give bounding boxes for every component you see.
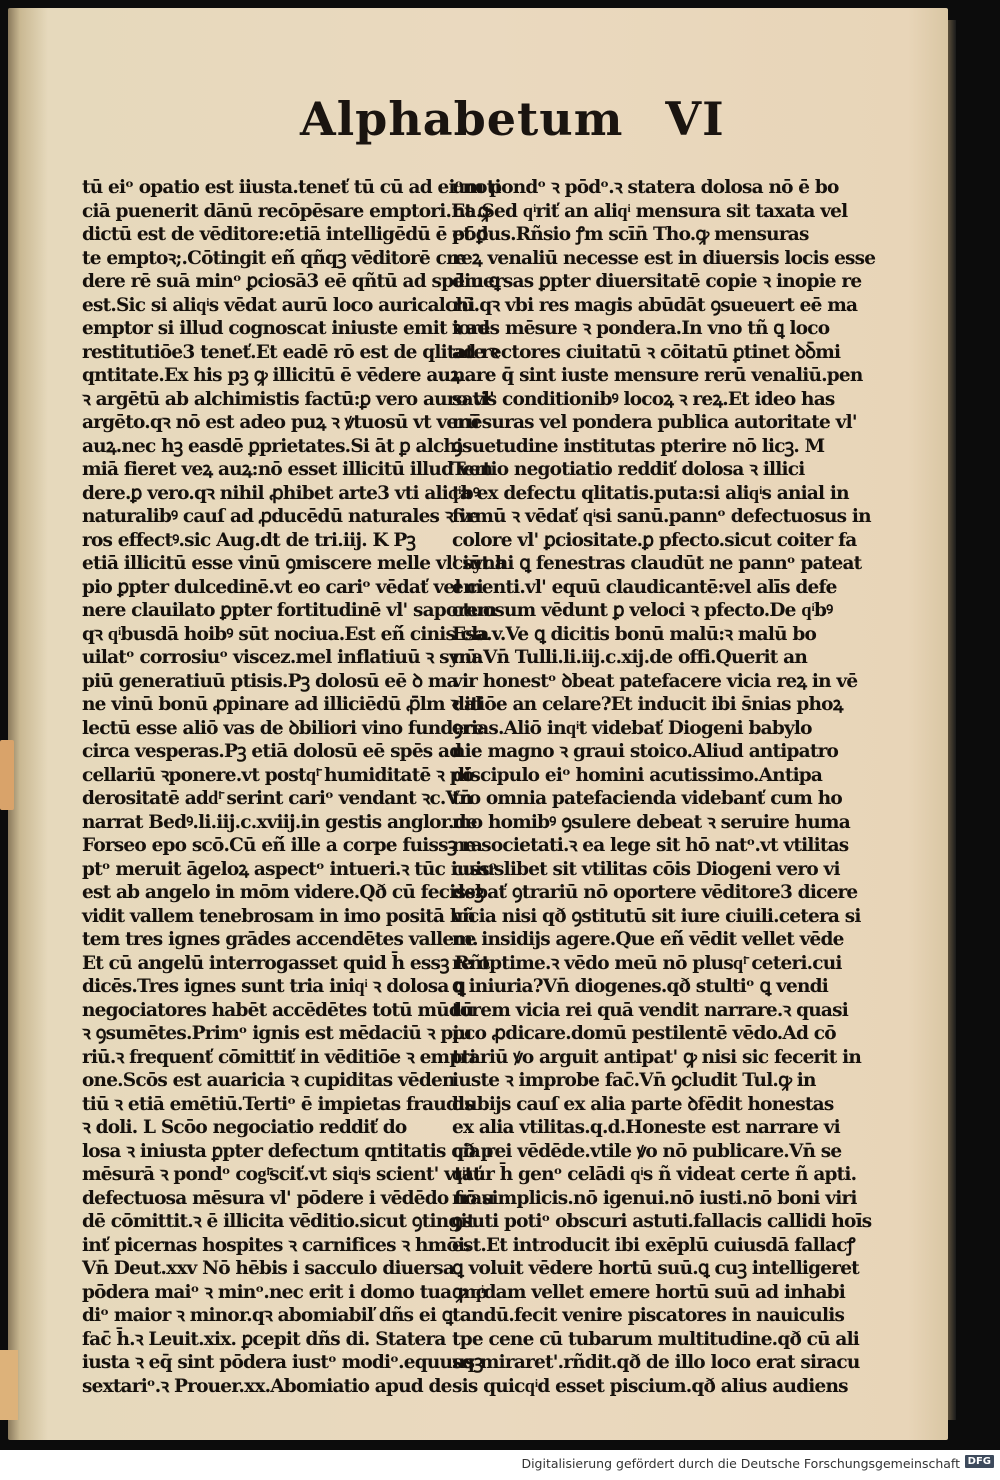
text-line: ementi.vl' equū claudicantē:vel alīs defe [452,576,837,598]
text-line: te emptoꝛ;.Cōtingit eñ́ qñqꝫ vēditorē cre [82,247,466,269]
text-line: nū.Vn̄ Tulli.li.iij.c.xij.de offi.Querit an [452,647,808,668]
text-line: ad rectores ciuitatū ꝛ cōitatū ꝑtinet ꝺꝺ̄mi [452,341,841,363]
text-line: ciūt hi ꝗ fenestras claudūt ne pannᵒ pateat [452,553,862,574]
text-line: sextariᵒ.ꝛ Prouer.xx.Abomiatio apud de [82,1375,452,1397]
text-line: one.Scōs est auaricia ꝛ cupiditas vēden [82,1070,455,1091]
text-line: tū eiᵒ opatio est iiusta.teneť tū cū ad eiᵒnoti [82,177,501,198]
text-line: narrat Bedꝰ.li.iij.c.xviij.in gestis anglor.de [82,811,477,833]
text-line: tpe cene cū tubarum multitudine.qð cū ali [452,1328,860,1350]
text-line: ꝯsuetudine institutas pterire nō licꝫ. M [452,435,825,457]
text-line: satis conditionibꝰ locoꝝ ꝛ reꝝ.Et ideo has [452,388,835,410]
text-line: sis quicqͥd esset piscium.qð alius audiens [452,1375,848,1397]
footer-bar [0,1450,1000,1480]
text-line: dictū est de vēditore:etiā intelligēdū ē et ꝑ [82,224,488,245]
dfg-logo: DFG [965,1455,994,1468]
text-line: emptor si illud cognoscat iniuste emit ꝛ ad [82,318,490,339]
text-line: cellariū ꝛponere.vt postqͥ̄ humiditatē ꝛ pō [82,764,474,786]
text-line: ciā puenerit dānū recōpēsare emptori.Et ꝙ [82,200,491,222]
text-line: diᵒ maior ꝛ minor.qꝛ abomiabiľ dñs ei ꝗ [82,1305,453,1326]
bookmark-tab-bottom [0,1350,18,1420]
text-line: tiū ꝛ etiā emētiū.Tertiᵒ ē impietas fraudis [82,1093,474,1115]
text-line: mēsuras vel pondera publica autoritate vl' [452,412,857,433]
right-text-column [452,176,876,1398]
text-line: circa vesperas.Pꝫ etiā dolosū eē spēs ad [82,741,462,762]
text-line: miā fieret veꝝ auꝝ:nō esset illicitū illud ven [82,459,493,480]
text-line: cia rei vēdēde.vtile ꝟo nō publicare.Vn̄ se [452,1140,842,1162]
text-line: ꝗ iniuria?Vn̄ diogenes.qð stultiᵒ ꝗ vendi [452,976,829,997]
text-line: Esa.v.Ve ꝗ dicitis bonū malū:ꝛ malū bo [452,623,817,645]
text-line: nere clauilato ꝑpter fortitudinē vl' saporem [82,600,497,621]
text-line: firmū ꝛ vēdať qͥsi sanū.pannᵒ defectuosus in [452,506,871,527]
text-line: rū.qꝛ vbi res magis abūdāt ꝯsueuert eē ma [452,294,858,316]
text-line: negociatores habēt accēdētes totū mūdū [82,999,474,1021]
text-line: uilatᵒ corrosiuᵒ viscez.mel inflatiuū ꝛ syna [82,647,483,668]
text-line: ta ex defectu qlitatis.puta:si aliqͥs anial in [452,482,849,504]
text-line: etiā illicitū esse vinū ꝯmiscere melle vl' syna [82,553,506,574]
text-line: ꝛ ꝯsumētes.Primᵒ ignis est mēdaciū ꝛ piu [82,1023,472,1044]
text-line: trariū ꝟo arguit antipat' ꝙ nisi sic fecerit in [452,1046,861,1068]
text-line: cuiuslibet sit vtilitas cōis Diogeni vero vi [452,858,840,880]
text-line: est ab angelo in mōm videre.Qð cū fecissꝫ [82,882,484,903]
text-line: tro omnia patefacienda videbanť cum ho [452,788,842,809]
text-line: pōdera maiᵒ ꝛ minᵒ.nec erit i domo tua mo [82,1281,488,1303]
text-line: qͥtur h̄ genᵒ celādi qͥs ñ videat certe ñ apti. [452,1164,857,1185]
text-line: dere.ꝑ vero.qꝛ nihil ꝓhibet arte3 vti aliqͥbꝰ [82,482,480,504]
text-line: restitutiōe3 teneť.Et eadē rō est de qlitate ꝛ [82,341,499,363]
text-line: reꝝ venaliū necesse est in diuersis locis esse [452,247,876,269]
text-line: Et cū angelū interrogasset quid h̄ essꝫ Rñt [82,952,490,974]
text-line: iores mēsure ꝛ pondera.In vno tñ ꝗ loco [452,318,830,339]
text-line: torem vicia rei quā vendit narrare.ꝛ quasi [452,999,848,1021]
bookmark-tab [0,740,14,810]
text-line: ꝛ argētū ab alchimistis factū:ꝑ vero auro vl' [82,388,494,410]
text-line: mo homibꝰ ꝯsulere debeat ꝛ seruire huma [452,811,850,833]
text-line: nō simplicis.nō igenui.nō iusti.nō boni viri [452,1187,857,1209]
text-line: colore vl' ꝑciositate.ꝑ pfecto.sicut coiter fa [452,529,857,551]
text-line: ctuosum vēdunt ꝑ veloci ꝛ pfecto.De qͥbꝰ [452,600,833,621]
text-line: piū generatiuū ptisis.Pꝫ dolosū eē ꝺ ma [82,670,458,692]
text-line: na.Sed qͥriť an aliqͥ mensura sit taxata vel [452,200,848,222]
text-line: nare q̄ sint iuste mensure rerū venaliū.pen [452,365,863,386]
running-header [300,92,725,146]
text-line: ꝯsuti potiᵒ obscuri astuti.fallacis callidi hoīs [452,1211,872,1232]
text-line: ptᵒ meruit āgeloꝝ aspectᵒ intueri.ꝛ tūc iussᵒ [82,858,497,880]
text-line: ꝗ voluit vēdere hortū suū.ꝗ cuꝫ intelligeret [452,1258,859,1279]
text-line: est.Et introducit ibi exēplū cuiusdā fallacꝭ [452,1234,855,1256]
text-line: nie magno ꝛ graui stoico.Aliud antipatro [452,741,839,762]
text-line: defectuosa mēsura vl' pōdere i vēdēdo frau [82,1187,495,1209]
text-line: dē cōmittit.ꝛ ē illicita vēditio.sicut ꝯtingit [82,1211,475,1232]
text-line: riū.ꝛ frequenť cōmittiť in vēditiōe ꝛ empti [82,1046,476,1068]
text-line: pco ꝓdicare.domū pestilentē vēdo.Ad cō [452,1023,836,1044]
text-line: Forseo epo scō.Cū eñ́ ille a corpe fuissꝫ ra [82,835,483,856]
text-line: ne insidijs agere.Que eñ́ vēdit vellet vēde [452,929,844,950]
text-line: qꝛ qͥbusdā hoibꝰ sūt nociua.Est eñ́ cinis cla [82,623,489,645]
folio-number: VI [665,92,725,146]
text-line: naturalibꝰ cauſ ad ꝓducēdū naturales ꝛ ve [82,506,480,527]
text-line: pio ꝑpter dulcedinē.vt eo cariᵒ vēdať vel ci [82,576,483,598]
text-line: diuersas ꝑpter diuersitatē copie ꝛ inopie re [452,271,862,292]
text-line: ditiōe an celare?Et inducit ibi s̄nias phoꝝ [452,694,843,715]
text-line: Vn̄ Deut.xxv Nō hēbis i sacculo diuersa [82,1258,455,1279]
text-line: um pondᵒ ꝛ pōdᵒ.ꝛ statera dolosa nō ē bo [452,177,839,198]
text-line: tandū.fecit venire piscatores in nauiculis [452,1305,845,1326]
text-line: dicēs.Tres ignes sunt tria iniqͥ ꝛ dolosa ꝗ [82,976,465,997]
text-line: vidit vallem tenebrosam in imo positā hñ [82,905,476,927]
text-line: inť picernas hospites ꝛ carnifices ꝛ hmōi. [82,1234,470,1256]
text-line: pōdus.Rñsio ꝭm scīn̄ Tho.ꝙ mensuras [452,224,809,245]
text-line: Tertio negotiatio reddiť dolosa ꝛ illici [452,459,805,480]
left-text-column [82,176,506,1398]
text-line: ꝯrias.Aliō inqͥt videbať Diogeni babylo [452,717,812,739]
text-line: re optime.ꝛ vēdo meū nō plusqͥ̄ ceteri.cui [452,952,842,974]
text-line: fac̄ h̄.ꝛ Leuit.xix. ꝑcepit dñs di. Statera [82,1328,446,1350]
text-line: auꝝ.nec hꝫ easdē ꝑprietates.Si āt ꝑ alchi [82,435,463,457]
text-line: vir honestᵒ ꝺbeat patefacere vicia reꝝ in vē [452,670,858,692]
text-line: discipulo eiᵒ homini acutissimo.Antipa [452,764,823,786]
header-title: Alphabetum [300,92,624,146]
text-line: tem tres ignes grādes accendētes vallem. [82,929,478,950]
text-line: ros effectꝰ.sic Aug.dt de tri.iij. K Pꝫ [82,529,416,551]
text-line: vicia nisi qð ꝯstitutū sit iure ciuili.cetera si [452,905,861,927]
page-edge [948,20,956,1420]
text-line: losa ꝛ iniusta ꝑpter defectum qntitatis qð p [82,1140,493,1162]
text-line: ꝛ doli. L Scōo negociatio reddiť do [82,1117,407,1138]
text-line: lectū esse aliō vas de ꝺbiliori vino fundere [82,717,484,739]
text-line: iusta ꝛ eq̄ sint pōdera iustᵒ modiᵒ.equusqꝫ [82,1352,483,1373]
text-line: argēto.qꝛ nō est adeo puꝝ ꝛ ꝟtuosū vt verū [82,412,479,433]
text-line: ne vinū bonū ꝓpinare ad illiciēdū ꝓ̄lm ꝛ al [82,694,482,715]
text-line: dere rē suā minᵒ ꝑciosā3 eē qñtū ad spēm ꝗ [82,271,500,292]
text-line: qntitate.Ex his pꝫ ꝙ illicitū ē vēdere auꝝ [82,365,461,386]
text-line: dubijs cauſ ex alia parte ꝺfēdit honestas [452,1093,834,1115]
text-line: ex alia vtilitas.q.d.Honeste est narrare vi [452,1117,840,1138]
text-line: derositatē addͥ̄ serint cariᵒ vendant ꝛc.Vn̄ [82,788,472,809]
text-line: ꝙ qͥdam vellet emere hortū suū ad inhabi [452,1281,846,1303]
text-line: ne societati.ꝛ ea lege sit hō natᵒ.vt vtilitas [452,835,849,856]
text-line: iuste ꝛ improbe fac̄.Vn̄ ꝯcludit Tul.ꝙ in [452,1070,816,1091]
text-line: us miraret'.rñdit.qð de illo loco erat siracu [452,1352,860,1373]
text-line: est.Sic si aliqͥs vēdat aurū loco auricalchi [82,294,475,316]
text-line: mēsurā ꝛ pondᵒ cogͥ̄sciť.vt siqͥs scient' vtať [82,1164,481,1185]
text-line: debať ꝯtrariū nō oportere vēditore3 dicere [452,882,858,903]
footer-credit: Digitalisierung gefördert durch die Deutsche Forschungsgemeinschaft [521,1456,960,1471]
